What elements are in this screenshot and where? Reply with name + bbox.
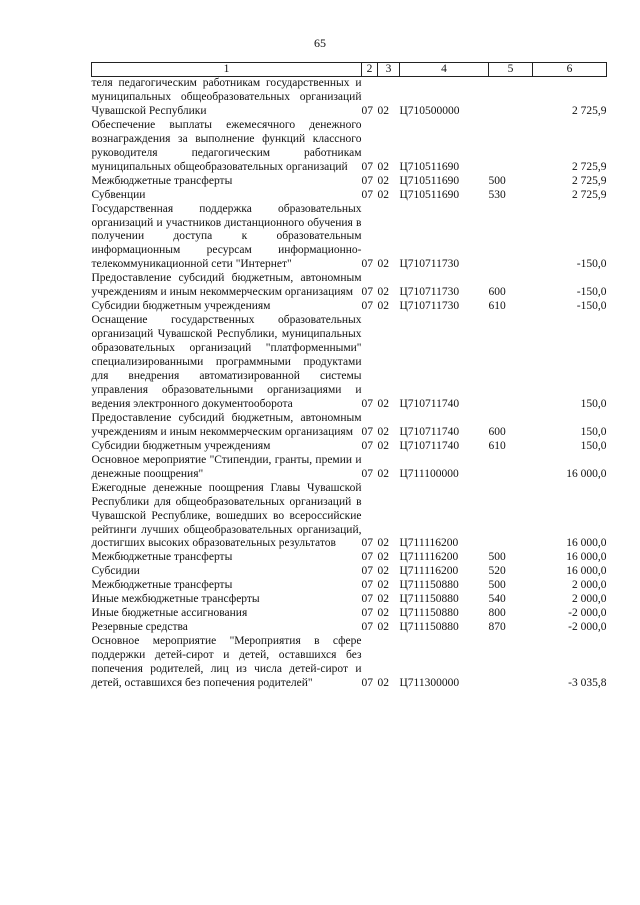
subsection-cell: 02	[377, 551, 389, 564]
section-cell: 07	[361, 607, 373, 620]
amount-cell: 2 000,0	[572, 579, 607, 592]
expense-type-cell	[489, 635, 533, 691]
header-cell-pr: 3	[378, 63, 400, 77]
amount-cell: -150,0	[576, 286, 607, 299]
subsection-cell: 02	[377, 286, 389, 299]
table-row	[92, 412, 607, 440]
name-cell: Государственная поддержка образовательных организаций и участников дистанционного обучения в получении доступа к образовательным информационным ресурсам информационно-телекоммуникационной сети "Интернет"	[91, 202, 362, 271]
name-cell: Иные бюджетные ассигнования	[91, 607, 248, 620]
subsection-cell: 02	[377, 258, 389, 271]
table-row	[92, 551, 607, 565]
expense-type-cell: 800	[488, 607, 506, 620]
target-article-cell: Ц711150880	[399, 593, 459, 606]
header-cell-rz: 2	[362, 63, 378, 77]
amount-cell: -2 000,0	[568, 621, 607, 634]
table-row	[92, 300, 607, 314]
target-article-cell: Ц711100000	[399, 467, 459, 480]
target-article-cell: Ц710511690	[399, 188, 460, 201]
section-cell: 07	[361, 286, 373, 299]
table-row	[92, 119, 607, 175]
expense-type-cell: 500	[488, 579, 506, 592]
amount-cell: 150,0	[580, 397, 607, 410]
page-number: 65	[314, 36, 326, 50]
table-row	[92, 621, 607, 635]
section-cell: 07	[361, 300, 373, 313]
section-cell: 07	[361, 565, 373, 578]
target-article-cell: Ц710711730	[399, 300, 460, 313]
table-row	[92, 189, 607, 203]
table-row	[92, 454, 607, 482]
expense-type-cell	[489, 203, 533, 273]
subsection-cell: 02	[377, 621, 389, 634]
table-row	[92, 593, 607, 607]
table-row	[92, 440, 607, 454]
amount-cell: -150,0	[576, 258, 607, 271]
amount-cell: -2 000,0	[568, 607, 607, 620]
amount-cell: 2 725,9	[572, 188, 607, 201]
name-cell: Межбюджетные трансферты	[91, 174, 233, 187]
expense-type-cell	[489, 77, 533, 119]
subsection-cell: 02	[377, 160, 389, 173]
subsection-cell: 02	[377, 593, 389, 606]
name-cell: Ежегодные денежные поощрения Главы Чувашской Республики для общеобразовательных организаций в Чувашской Республике, вошедших во всероссийские рейтинги лучших общеобразовательных организаций, достигших высоких образовательных результатов	[91, 481, 362, 550]
section-cell: 07	[361, 104, 373, 117]
expense-type-cell	[489, 482, 533, 552]
expense-type-cell	[489, 314, 533, 412]
amount-cell: -3 035,8	[568, 676, 607, 689]
subsection-cell: 02	[377, 397, 389, 410]
section-cell: 07	[361, 188, 373, 201]
table-row	[92, 77, 607, 119]
name-cell: Субсидии бюджетным учреждениям	[91, 300, 271, 313]
target-article-cell: Ц711116200	[399, 537, 459, 550]
expense-type-cell: 500	[488, 551, 506, 564]
expense-type-cell: 600	[488, 286, 506, 299]
amount-cell: 2 000,0	[572, 593, 607, 606]
name-cell: Предоставление субсидий бюджетным, автономным учреждениям и иным некоммерческим организациям	[91, 272, 362, 299]
table-row	[92, 175, 607, 189]
target-article-cell: Ц711300000	[399, 676, 460, 689]
expense-type-cell	[489, 119, 533, 175]
name-cell: Основное мероприятие "Стипендии, гранты, премии и денежные поощрения"	[91, 453, 362, 480]
header-cell-sum: 6	[533, 63, 607, 77]
subsection-cell: 02	[377, 300, 389, 313]
section-cell: 07	[361, 467, 373, 480]
subsection-cell: 02	[377, 565, 389, 578]
target-article-cell: Ц711116200	[399, 565, 459, 578]
target-article-cell: Ц710711730	[399, 286, 460, 299]
header-cell-csr: 4	[400, 63, 489, 77]
name-cell: теля педагогическим работникам государственных и муниципальных общеобразовательных организаций Чувашской Республики	[91, 77, 362, 117]
expense-type-cell: 610	[488, 439, 506, 452]
target-article-cell: Ц710711740	[399, 439, 460, 452]
name-cell: Межбюджетные трансферты	[91, 579, 233, 592]
expense-type-cell: 500	[488, 174, 506, 187]
table-row	[92, 314, 607, 412]
section-cell: 07	[361, 676, 373, 689]
amount-cell: 16 000,0	[566, 551, 607, 564]
subsection-cell: 02	[377, 174, 389, 187]
section-cell: 07	[361, 551, 373, 564]
target-article-cell: Ц710711730	[399, 258, 460, 271]
subsection-cell: 02	[377, 467, 389, 480]
amount-cell: 2 725,9	[572, 160, 607, 173]
amount-cell: 150,0	[580, 439, 607, 452]
section-cell: 07	[361, 621, 373, 634]
section-cell: 07	[361, 174, 373, 187]
table-row	[92, 272, 607, 300]
subsection-cell: 02	[377, 439, 389, 452]
table-row	[92, 607, 607, 621]
table-header-row	[92, 63, 607, 77]
amount-cell: 2 725,9	[572, 104, 607, 117]
name-cell: Предоставление субсидий бюджетным, автономным учреждениям и иным некоммерческим организациям	[91, 411, 362, 438]
section-cell: 07	[361, 579, 373, 592]
subsection-cell: 02	[377, 188, 389, 201]
target-article-cell: Ц710711740	[399, 397, 460, 410]
header-cell-name: 1	[92, 63, 362, 77]
expense-type-cell: 520	[488, 565, 506, 578]
expense-type-cell: 540	[488, 593, 506, 606]
amount-cell: 150,0	[580, 425, 607, 438]
amount-cell: 2 725,9	[572, 174, 607, 187]
header-cell-vr: 5	[489, 63, 533, 77]
name-cell: Оснащение государственных образовательных организаций Чувашской Республики, муниципальных образовательных организаций "платформенными" специализированными программными продуктами для внедрения автоматизированной системы управления образовательными организациями и ведения электронного документооборота	[91, 314, 362, 410]
subsection-cell: 02	[377, 425, 389, 438]
section-cell: 07	[361, 160, 373, 173]
table-row	[92, 565, 607, 579]
subsection-cell: 02	[377, 607, 389, 620]
expense-type-cell: 530	[488, 188, 506, 201]
subsection-cell: 02	[377, 579, 389, 592]
table-row	[92, 482, 607, 552]
target-article-cell: Ц710711740	[399, 425, 460, 438]
name-cell: Субсидии бюджетным учреждениям	[91, 439, 271, 452]
expense-type-cell: 870	[488, 621, 506, 634]
target-article-cell: Ц711150880	[399, 607, 459, 620]
name-cell: Межбюджетные трансферты	[91, 551, 233, 564]
section-cell: 07	[361, 439, 373, 452]
name-cell: Резервные средства	[91, 621, 188, 634]
target-article-cell: Ц711150880	[399, 579, 459, 592]
amount-cell: 16 000,0	[566, 565, 607, 578]
subsection-cell: 02	[377, 676, 389, 689]
expense-type-cell	[489, 454, 533, 482]
amount-cell: 16 000,0	[566, 467, 607, 480]
section-cell: 07	[361, 593, 373, 606]
name-cell: Иные межбюджетные трансферты	[91, 593, 260, 606]
subsection-cell: 02	[377, 537, 389, 550]
table-row	[92, 203, 607, 273]
target-article-cell: Ц710511690	[399, 160, 460, 173]
name-cell: Субсидии	[91, 565, 140, 578]
section-cell: 07	[361, 397, 373, 410]
amount-cell: -150,0	[576, 300, 607, 313]
target-article-cell: Ц710511690	[399, 174, 460, 187]
expense-type-cell: 600	[488, 425, 506, 438]
table-row	[92, 635, 607, 691]
subsection-cell: 02	[377, 104, 389, 117]
target-article-cell: Ц711150880	[399, 621, 459, 634]
name-cell: Обеспечение выплаты ежемесячного денежного вознаграждения за выполнение функций классного руководителя педагогическим работникам муниципальных общеобразовательных организаций	[91, 118, 362, 173]
section-cell: 07	[361, 537, 373, 550]
name-cell: Субвенции	[91, 188, 146, 201]
section-cell: 07	[361, 425, 373, 438]
name-cell: Основное мероприятие "Мероприятия в сфере поддержки детей-сирот и детей, оставшихся без попечения родителей, лиц из числа детей-сирот и детей, оставшихся без попечения родителей"	[91, 635, 362, 689]
expense-type-cell: 610	[488, 300, 506, 313]
budget-table	[91, 62, 607, 691]
target-article-cell: Ц711116200	[399, 551, 459, 564]
amount-cell: 16 000,0	[566, 537, 607, 550]
section-cell: 07	[361, 258, 373, 271]
table-row	[92, 579, 607, 593]
target-article-cell: Ц710500000	[399, 104, 460, 117]
